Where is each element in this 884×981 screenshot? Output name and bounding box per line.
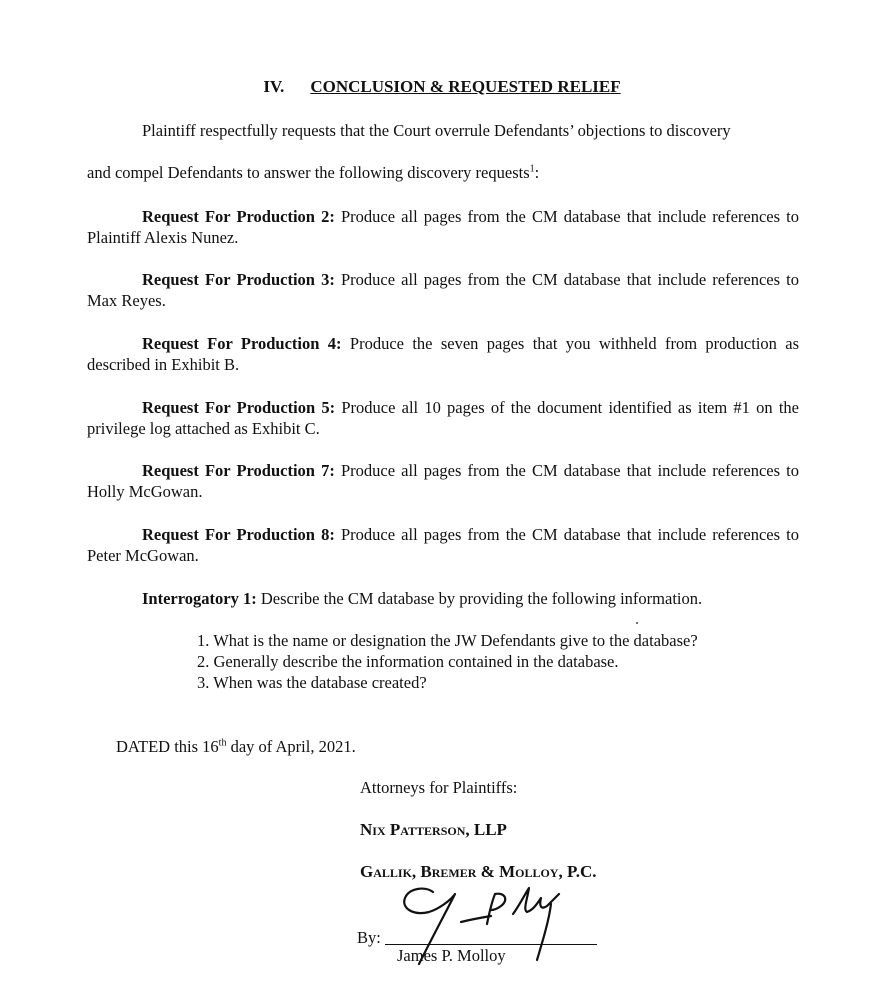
firm-name-1: Nix Patterson, LLP [360,820,507,839]
list-item: 3. When was the database created? [197,673,427,692]
request-text: Produce all pages from the CM database that include references to Max Reyes. [87,270,800,310]
request-rfp-2 [87,206,799,248]
section-number: IV. [263,77,285,96]
request-label: Request For Production 8: [142,525,335,544]
section-title: CONCLUSION & REQUESTED RELIEF [310,77,621,96]
section-heading [0,77,884,97]
intro-line-1: Plaintiff respectfully requests that the Court overrule Defendants’ objections to discovery [142,121,731,140]
interrogatory-label: Interrogatory 1: [142,589,257,608]
dated-suffix: day of April, 2021. [226,737,356,756]
list-item: 2. Generally describe the information contained in the database. [197,652,619,671]
interrogatory-1 [142,589,702,609]
request-rfp-8 [87,524,799,566]
interrogatory-text: Describe the CM database by providing the following information. [256,589,703,608]
dated-ordinal: th [218,737,227,749]
request-label: Request For Production 4: [142,334,342,353]
intro-line-2-end: : [534,163,540,182]
dated-line [116,737,356,757]
intro-line-2-text: and compel Defendants to answer the following discovery requests [87,163,530,182]
request-rfp-7 [87,460,799,502]
request-rfp-3 [87,269,799,311]
request-label: Request For Production 3: [142,270,335,289]
request-text: Produce all pages from the CM database that include references to Plaintiff Alexis Nunez. [87,207,800,247]
firm-name-2: Gallik, Bremer & Molloy, P.C. [360,862,597,881]
stray-mark [636,622,638,624]
list-item: 1. What is the name or designation the JW Defendants give to the database? [197,631,698,650]
request-label: Request For Production 7: [142,461,335,480]
request-label: Request For Production 2: [142,207,335,226]
dated-prefix: DATED this 16 [116,737,219,756]
request-label: Request For Production 5: [142,398,336,417]
signer-name: James P. Molloy [397,946,506,965]
by-label: By: [357,928,381,947]
request-rfp-4 [87,333,799,375]
interrogatory-items [197,630,698,693]
handwritten-signature [395,880,575,972]
request-text: Produce the seven pages that you withheld from production as described in Exhibit B. [87,334,800,374]
footnote-marker: 1 [529,163,535,175]
request-text: Produce all 10 pages of the document identified as item #1 on the privilege log attached as Exhibit C. [87,398,799,438]
request-text: Produce all pages from the CM database that include references to Peter McGowan. [87,525,800,565]
intro-line-2 [87,163,539,183]
request-text: Produce all pages from the CM database that include references to Holly McGowan. [87,461,800,501]
attorneys-label: Attorneys for Plaintiffs: [360,778,518,797]
request-rfp-5 [87,397,799,439]
